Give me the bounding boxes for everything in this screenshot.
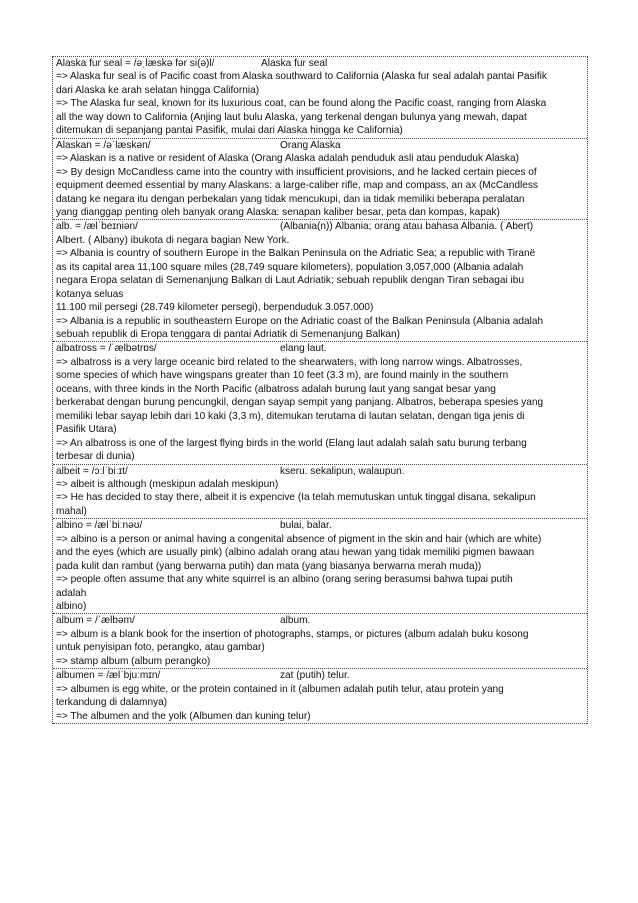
entry-text-line: => The Alaska fur seal, known for its luxurious coat, can be found along the Pacific coast, ranging from Alaska <box>56 98 547 110</box>
entry-text-line: datang ke negara itu dengan perbekalan yang tidak mencukupi, dan ia tidak memiliki beberapa peralatan <box>56 193 525 205</box>
dictionary-entry <box>53 669 587 724</box>
entry-headword: albeit = /ɔːlˈbiːɪt/ <box>56 465 128 477</box>
entry-text-line: => albumen is egg white, or the protein contained in it (albumen adalah putih telur, atau protein yang <box>56 683 504 695</box>
entry-header <box>56 519 585 532</box>
entry-text-line: ditemukan di sepanjang pantai Pasifik, mulai dari Alaska hingga ke California) <box>56 125 403 137</box>
entry-text-line: => Alaska fur seal is of Pacific coast from Alaska southward to California (Alaska fur seal adalah pantai Pasifik <box>56 71 547 83</box>
dictionary-entry <box>53 342 587 464</box>
entry-text-line: terkandung di dalamnya) <box>56 697 168 709</box>
entry-text-line: 11.100 mil persegi (28.749 kilometer persegi), berpenduduk 3.057.000) <box>56 302 374 314</box>
entry-text-line: => He has decided to stay there, albeit it is expencive (Ia telah memutuskan untuk tinggal disana, sekalipun <box>56 492 536 504</box>
dictionary-entry <box>53 57 587 139</box>
entry-text-line: albino) <box>56 601 87 613</box>
entry-text-line: negara Eropa selatan di Semenanjung Balkan di Laut Adriatik; sebuah republik dengan Tiran sebagai ibu <box>56 275 525 287</box>
entry-text-line: memiliki lebar sayap lebih dari 10 kaki (3,3 m), ditemukan terutama di lautan selatan, dengan tiga jenis di <box>56 410 525 422</box>
dictionary-entry <box>53 139 587 221</box>
entry-meaning: album. <box>280 615 311 627</box>
entry-text-line: as its capital area 11,100 square miles (28,749 square kilometers), population 3,057,000 (Albania adalah <box>56 261 524 273</box>
entry-meaning: (Albania(n)) Albania; orang atau bahasa Albania. ( Abert) <box>280 221 534 233</box>
entry-header <box>56 669 585 682</box>
entry-text-line: kotanya seluas <box>56 288 124 300</box>
entry-text-line: yang dianggap penting oleh banyak orang Alaska: senapan kaliber besar, peta dan kompas, kapak) <box>56 206 500 218</box>
entry-headword: album = /ˈælbəm/ <box>56 615 135 627</box>
entry-text-line: => An albatross is one of the largest flying birds in the world (Elang laut adalah salah satu burung terbang <box>56 437 527 449</box>
entry-header <box>56 220 585 233</box>
entry-meaning: Orang Alaska <box>280 139 341 151</box>
entry-text-line: adalah <box>56 587 87 599</box>
entry-meaning: kseru. sekalipun, walaupun. <box>280 465 405 477</box>
entry-meaning: Alaska fur seal <box>261 58 328 69</box>
dictionary-entry <box>53 465 587 520</box>
dictionary-entry <box>53 614 587 669</box>
entry-text-line: => album is a blank book for the insertion of photographs, stamps, or pictures (album adalah buku kosong <box>56 628 529 640</box>
entry-meaning: bulai, balar. <box>280 520 332 532</box>
entry-meaning: elang laut. <box>280 343 327 355</box>
entry-header <box>56 342 585 355</box>
entry-text-line: terbesar di dunia) <box>56 451 135 463</box>
entry-text-line: dari Alaska ke arah selatan hingga California) <box>56 84 260 96</box>
entry-text-line: mahal) <box>56 505 87 517</box>
entry-text-line: => The albumen and the yolk (Albumen dan kuning telur) <box>56 710 311 722</box>
entry-text-line: equipment deemed essential by many Alaskans: a large-caliber rifle, map and compass, an ax (McCandless <box>56 180 538 192</box>
entry-text-line: => albeit is although (meskipun adalah meskipun) <box>56 478 279 490</box>
entry-headword: Alaskan = /əˈlæskən/ <box>56 139 151 151</box>
entry-text-line: => By design McCandless came into the country with insufficient provisions, and he lacked certain pieces of <box>56 166 537 178</box>
entry-headword: albino = /ælˈbiːnəʊ/ <box>56 520 143 532</box>
entry-text-line: berkerabat dengan burung pencungkil, dengan sayap sempit yang panjang. Albatros, beberapa spesies yang <box>56 397 544 409</box>
entry-text-line: => albino is a person or animal having a congenital absence of pigment in the skin and hair (which are white) <box>56 533 542 545</box>
entry-text-line: Albert. ( Albany) ibukota di negara bagian New York. <box>56 234 290 246</box>
entry-text-line: all the way down to California (Anjing laut bulu Alaska, yang terkenal dengan bulunya yang mewah, dapat <box>56 111 527 123</box>
entry-headword: albatross = /ˈælbətrɒs/ <box>56 343 157 355</box>
entry-text-line: oceans, with three kinds in the North Pacific (albatross adalah burung laut yang sangat besar yang <box>56 383 496 395</box>
entry-headword: Alaska fur seal = /əˌlæskə fər si(ə)l/ <box>56 58 215 69</box>
dictionary-entries <box>52 56 588 724</box>
entry-text-line: some species of which have wingspans greater than 10 feet (3.3 m), are found mainly in the southern <box>56 370 509 382</box>
entry-text-line: => people often assume that any white squirrel is an albino (orang sering berasumsi bahwa tupai putih <box>56 574 513 586</box>
entry-headword: alb. = /ælˈbeɪniən/ <box>56 221 138 233</box>
dictionary-entry <box>53 220 587 342</box>
entry-text-line: pada kulit dan rambut (yang berwarna putih) dan mata (yang biasanya berwarna merah muda)) <box>56 560 482 572</box>
entry-text-line: => Albania is a republic in southeastern Europe on the Adriatic coast of the Balkan Peninsula (Albania adalah <box>56 315 544 327</box>
entry-header <box>56 465 585 478</box>
entry-meaning: zat (putih) telur. <box>280 670 350 682</box>
entry-header <box>56 57 585 70</box>
entry-text-line: sebuah republik di Eropa tenggara di pantai Adriatik di Semenanjung Balkan) <box>56 329 400 341</box>
entry-text-line: => stamp album (album perangko) <box>56 655 211 667</box>
entry-text-line: => Alaskan is a native or resident of Alaska (Orang Alaska adalah penduduk asli atau penduduk Alaska) <box>56 153 519 165</box>
entry-header <box>56 139 585 152</box>
entry-text-line: and the eyes (which are usually pink) (albino adalah orang atau hewan yang tidak memiliki pigmen bawaan <box>56 547 535 559</box>
entry-text-line: => albatross is a very large oceanic bird related to the shearwaters, with long narrow wings. Albatrosses, <box>56 356 523 368</box>
entry-headword: albumen = /ælˈbjuːmɪn/ <box>56 670 161 682</box>
dictionary-entry <box>53 519 587 614</box>
entry-text-line: untuk penyisipan foto, perangko, atau gambar) <box>56 642 265 654</box>
entry-text-line: Pasifik Utara) <box>56 424 117 436</box>
entry-text-line: => Albania is country of southern Europe in the Balkan Peninsula on the Adriatic Sea; a republic with Tiranë <box>56 248 536 260</box>
entry-header <box>56 614 585 627</box>
